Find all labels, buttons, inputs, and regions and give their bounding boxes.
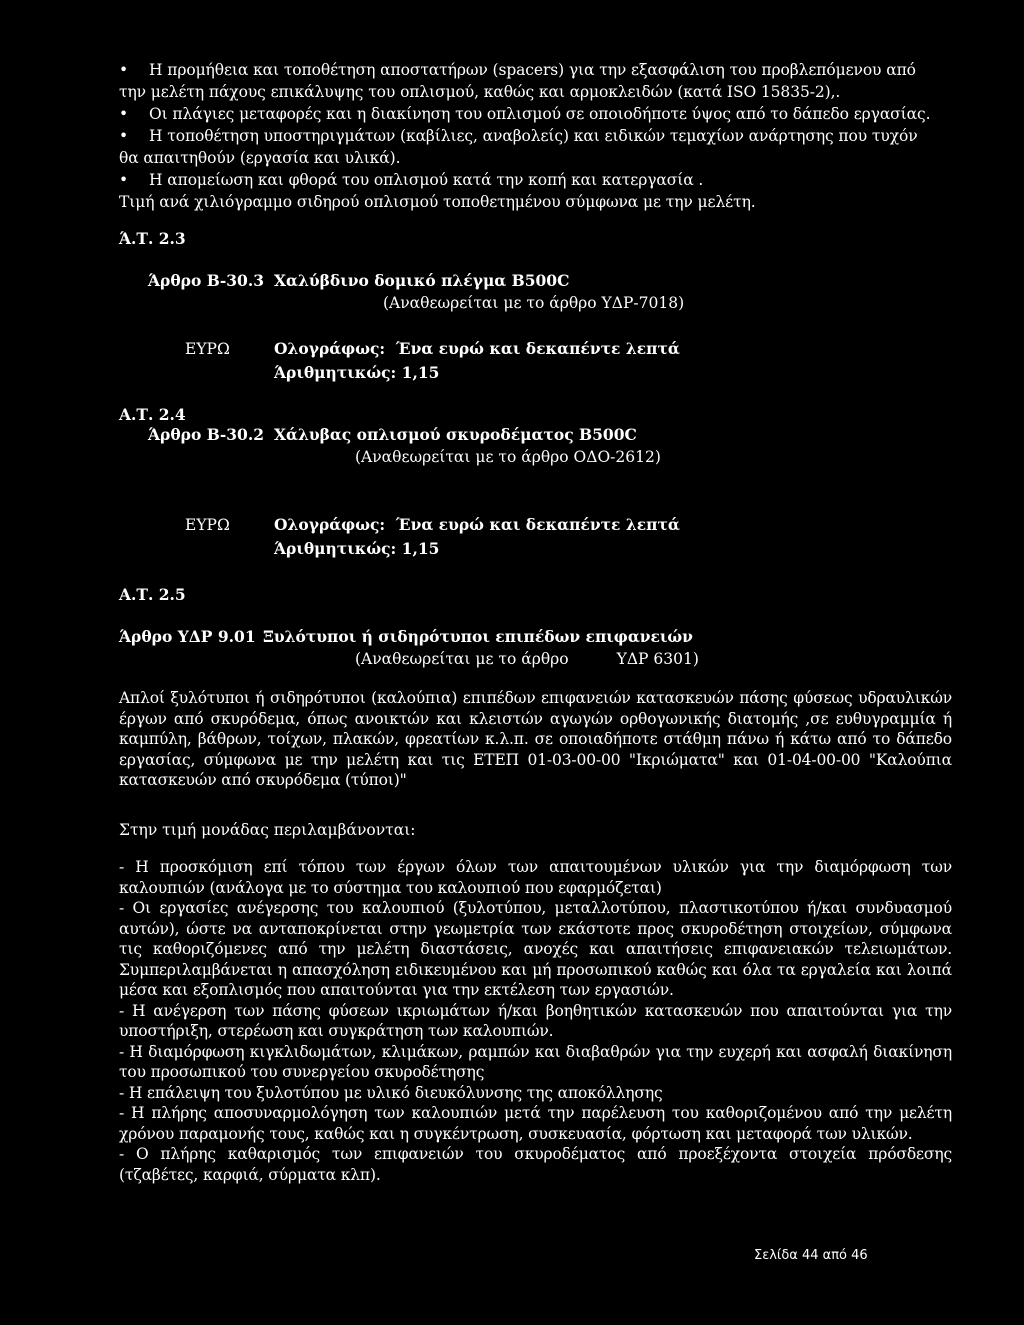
item-code: Α.Τ. 2.5 <box>119 585 186 604</box>
list-item: - Η πλήρης αποσυναρμολόγηση των καλουπιών μετά την παρέλευση του καθοριζομένου από την μελέτη χρόνου παραμονής τους, καθώς και η συγκέντρωση, συσκευασία, φόρτωση και μεταφορά των υλικών. <box>119 1104 952 1143</box>
currency-label: ΕΥΡΩ <box>185 516 230 534</box>
list-item: - Ο πλήρης καθαρισμός των επιφανειών του σκυροδέματος από προεξέχοντα στοιχεία πρόσδεσης (τζαβέτες, καρφιά, σύρματα κλπ). <box>119 1145 952 1184</box>
list-item: - Η επάλειψη του ξυλοτύπου με υλικό διευκόλυνσης της αποκόλλησης <box>119 1083 663 1102</box>
price-in-numbers: Άριθμητικώς: 1,15 <box>274 539 440 558</box>
bullet-item-continuation: την μελέτη πάχους επικάλυψης του οπλισμού, καθώς και αρμοκλειδών (κατά ISO 15835-2),. <box>119 83 841 101</box>
list-item: - Η προσκόμιση επί τόπου των έργων όλων των απαιτουμένων υλικών για την διαμόρφωση των καλουπιών (ανάλογα με το σύστημα του καλουπιού που εφαρμόζεται) <box>119 858 952 897</box>
list-item: - Η διαμόρφωση κιγκλιδωμάτων, κλιμάκων, ραμπών και διαβαθρών για την ευχερή και ασφαλή διακίνηση του προσωπικού του συνεργείου σκυροδέτησης <box>119 1042 952 1081</box>
bullet-item: • Οι πλάγιες μεταφορές και η διακίνηση του οπλισμού σε οποιοδήποτε ύψος από το δάπεδο εργασίας. <box>119 105 931 123</box>
article-title: Χάλυβας οπλισμού σκυροδέματος Β500C <box>274 425 637 444</box>
price-in-numbers: Άριθμητικώς: 1,15 <box>274 363 440 382</box>
article-title: Ξυλότυποι ή σιδηρότυποι επιπέδων επιφανειών <box>263 627 693 646</box>
article-revision: (Αναθεωρείται με το άρθρο ΟΔΟ-2612) <box>355 448 661 466</box>
price-in-words: Ολογράφως: Ένα ευρώ και δεκαπέντε λεπτά <box>274 339 680 358</box>
price-basis-line: Τιμή ανά χιλιόγραμμο σιδηρού οπλισμού τοποθετημένου σύμφωνα με την μελέτη. <box>119 193 756 211</box>
currency-label: ΕΥΡΩ <box>185 340 230 358</box>
article-code: Άρθρο Β-30.2 <box>148 425 265 444</box>
includes-heading: Στην τιμή μονάδας περιλαμβάνονται: <box>119 821 416 839</box>
article-code: Άρθρο Β-30.3 <box>148 271 265 290</box>
bullet-item-continuation: θα απαιτηθούν (εργασία και υλικά). <box>119 149 401 167</box>
description-paragraph: Απλοί ξυλότυποι ή σιδηρότυποι (καλούπια) επιπέδων επιφανειών κατασκευών πάσης φύσεως υδραυλικών έργων από σκυρόδεμα, όπως ανοικτών και κλειστών αγωγών ορθογωνικής διατομής ,σε ευθυγραμμία ή καμπύλη, βάθρων, τοίχων, πλακών, φρεατίων κ.λ.π. σε οποιαδήποτε στάθμη πάνω ή κάτω από το δάπεδο εργασίας, σύμφωνα με την μελέτη και τις ΕΤΕΠ 01-03-00-00 "Ικριώματα" και 01-04-00-00 "Καλούπια κατασκευών από σκυρόδεμα (τύποι)" <box>119 689 952 789</box>
article-code: Άρθρο ΥΔΡ 9.01 <box>119 627 256 646</box>
article-title: Χαλύβδινο δομικό πλέγμα Β500C <box>274 271 570 290</box>
list-item: - Οι εργασίες ανέγερσης του καλουπιού (ξυλοτύπου, μεταλλοτύπου, πλαστικοτύπου ή/και συνδυασμού αυτών), ώστε να ανταποκρίνεται στην γεωμετρία των εκάστοτε προς σκυροδέτηση στοιχείων, σύμφωνα τις καθοριζόμενες από την μελέτη διαστάσεις, ανοχές και απαιτήσεις επιφανειακών τελειωμάτων. Συμπεριλαμβάνεται η απασχόληση ειδικευμένου και μή προσωπικού καθώς και όλα τα εργαλεία και λοιπά μέσα και εξοπλισμός που απαιτούνται για την εκτέλεση των εργασιών. <box>119 899 952 999</box>
bullet-item: • Η τοποθέτηση υποστηριγμάτων (καβίλιες, αναβολείς) και ειδικών τεμαχίων ανάρτησης που τυχόν <box>119 127 918 145</box>
price-in-words: Ολογράφως: Ένα ευρώ και δεκαπέντε λεπτά <box>274 515 680 534</box>
item-code: Ά.Τ. 2.3 <box>119 229 186 248</box>
item-code: Α.Τ. 2.4 <box>119 405 186 424</box>
page-number: Σελίδα 44 από 46 <box>754 1248 868 1263</box>
bullet-item: • Η προμήθεια και τοποθέτηση αποστατήρων (spacers) για την εξασφάλιση του προβλεπόμενου από <box>119 61 916 79</box>
includes-list <box>119 857 952 1185</box>
article-revision: (Αναθεωρείται με το άρθρο ΥΔΡ-7018) <box>383 294 685 312</box>
list-item: - Η ανέγερση των πάσης φύσεων ικριωμάτων ή/και βοηθητικών κατασκευών που απαιτούνται για την υποστήριξη, στερέωση και συγκράτηση των καλουπιών. <box>119 1001 952 1040</box>
bullet-item: • Η απομείωση και φθορά του οπλισμού κατά την κοπή και κατεργασία . <box>119 171 704 189</box>
article-revision: (Αναθεωρείται με το άρθρο ΥΔΡ 6301) <box>355 650 699 668</box>
